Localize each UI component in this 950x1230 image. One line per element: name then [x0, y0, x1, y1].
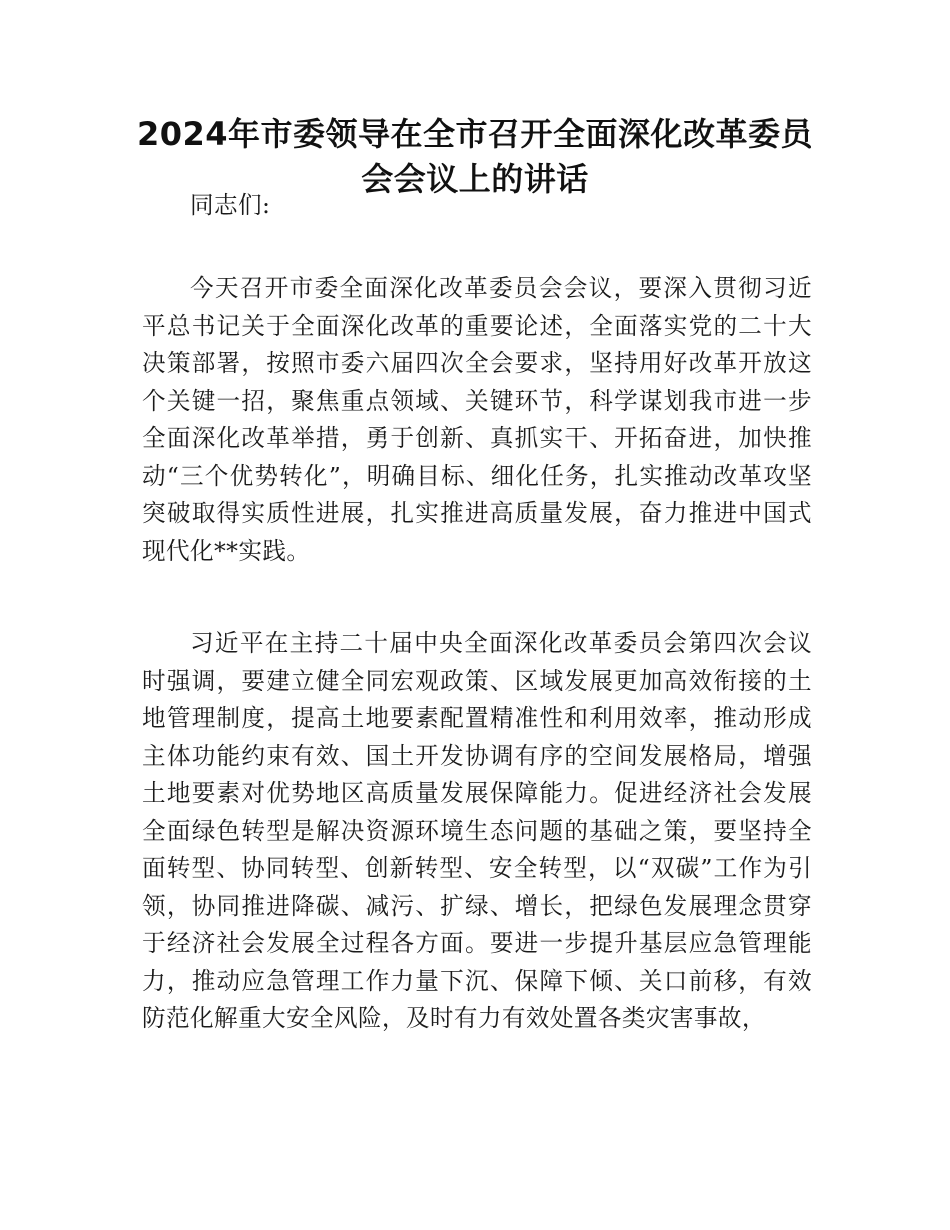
salutation: 同志们: — [190, 191, 271, 219]
paragraph-2: 习近平在主持二十届中央全面深化改革委员会第四次会议时强调，要建立健全同宏观政策、区域发展更加高效衔接的土地管理制度，提高土地要素配置精准性和利用效率，推动形成主体功能约束有效、国土开发协调有序的空间发展格局，增强土地要素对优势地区高质量发展保障能力。促进经济社会发展全面绿色转型是解决资源环境生态问题的基础之策，要坚持全面转型、协同转型、创新转型、安全转型，以“双碳”工作为引领，协同推进降碳、减污、扩绿、增长，把绿色发展理念贯穿于经济社会发展全过程各方面。要进一步提升基层应急管理能力，推动应急管理工作力量下沉、保障下倾、关口前移，有效防范化解重大安全风险，及时有力有效处置各类灾害事故， — [142, 629, 812, 1032]
paragraph-1: 今天召开市委全面深化改革委员会会议，要深入贯彻习近平总书记关于全面深化改革的重要论述，全面落实党的二十大决策部署，按照市委六届四次全会要求，坚持用好改革开放这个关键一招，聚焦重点领域、关键环节，科学谋划我市进一步全面深化改革举措，勇于创新、真抓实干、开拓奋进，加快推动“三个优势转化”，明确目标、细化任务，扎实推动改革攻坚突破取得实质性进展，扎实推进高质量发展，奋力推进中国式现代化**实践。 — [142, 274, 812, 565]
document-title: 2024年市委领导在全市召开全面深化改革委员会会议上的讲话 — [136, 115, 814, 198]
